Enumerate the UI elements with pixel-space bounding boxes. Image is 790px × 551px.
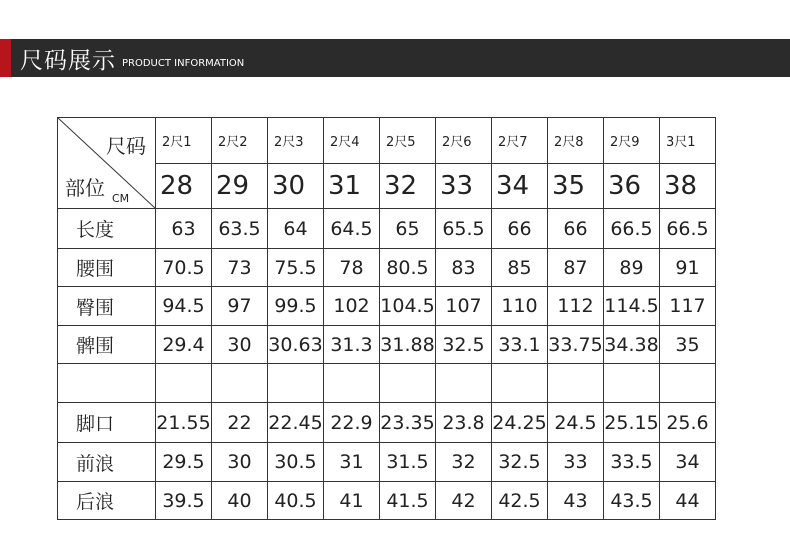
measurement-row (58, 287, 716, 326)
measurement-value: 64.5 (324, 209, 380, 249)
measurement-label: 腰围 (58, 249, 156, 287)
section-subtitle: PRODUCT INFORMATION (122, 58, 245, 69)
measurement-value: 40 (212, 482, 268, 520)
size-code-cell: 2尺6 (436, 118, 492, 164)
measurement-value (548, 364, 604, 403)
measurement-value: 42.5 (492, 482, 548, 520)
measurement-value: 73 (212, 249, 268, 287)
waist-size-cell: 28 (156, 163, 212, 209)
measurement-value: 25.6 (660, 403, 716, 443)
measurement-value: 65.5 (436, 209, 492, 249)
size-code-row (58, 118, 716, 164)
measurement-value: 31.88 (380, 326, 436, 364)
waist-size-cell: 32 (380, 163, 436, 209)
waist-size-cell: 34 (492, 163, 548, 209)
waist-size-cell: 35 (548, 163, 604, 209)
measurement-label (58, 364, 156, 403)
measurement-row (58, 364, 716, 403)
waist-size-cell: 29 (212, 163, 268, 209)
measurement-value: 99.5 (268, 287, 324, 326)
measurement-row (58, 209, 716, 249)
measurement-value: 40.5 (268, 482, 324, 520)
measurement-value: 83 (436, 249, 492, 287)
size-code-cell: 2尺1 (156, 118, 212, 164)
measurement-value: 104.5 (380, 287, 436, 326)
measurement-value: 70.5 (156, 249, 212, 287)
size-code-cell: 2尺5 (380, 118, 436, 164)
measurement-value: 66 (548, 209, 604, 249)
section-title: 尺码展示 (20, 47, 116, 74)
measurement-value: 24.25 (492, 403, 548, 443)
measurement-value (156, 364, 212, 403)
measurement-value: 63 (156, 209, 212, 249)
corner-header-cell (58, 118, 156, 209)
waist-size-cell: 36 (604, 163, 660, 209)
measurement-label: 脚口 (58, 403, 156, 443)
measurement-value: 66 (492, 209, 548, 249)
measurement-value (492, 364, 548, 403)
measurement-value: 102 (324, 287, 380, 326)
corner-size-label: 尺码 (106, 134, 146, 158)
measurement-value: 34 (660, 443, 716, 482)
measurement-value: 114.5 (604, 287, 660, 326)
measurement-value: 33 (548, 443, 604, 482)
measurement-value: 22 (212, 403, 268, 443)
measurement-value: 33.1 (492, 326, 548, 364)
measurement-value: 94.5 (156, 287, 212, 326)
waist-size-cell: 31 (324, 163, 380, 209)
measurement-value: 31 (324, 443, 380, 482)
measurement-value: 29.5 (156, 443, 212, 482)
measurement-value: 22.9 (324, 403, 380, 443)
size-code-cell: 3尺1 (660, 118, 716, 164)
measurement-value: 110 (492, 287, 548, 326)
waist-size-row (58, 163, 716, 209)
measurement-value: 32.5 (436, 326, 492, 364)
measurement-value: 41 (324, 482, 380, 520)
measurement-value: 66.5 (604, 209, 660, 249)
waist-size-cell: 33 (436, 163, 492, 209)
measurement-value: 89 (604, 249, 660, 287)
measurement-value: 25.15 (604, 403, 660, 443)
measurement-value: 30 (212, 326, 268, 364)
measurement-row (58, 249, 716, 287)
measurement-label: 髀围 (58, 326, 156, 364)
measurement-value: 80.5 (380, 249, 436, 287)
measurement-value: 64 (268, 209, 324, 249)
measurement-value (212, 364, 268, 403)
measurement-value: 23.35 (380, 403, 436, 443)
waist-size-cell: 30 (268, 163, 324, 209)
measurement-value: 91 (660, 249, 716, 287)
measurement-value (604, 364, 660, 403)
measurement-value: 65 (380, 209, 436, 249)
measurement-row (58, 403, 716, 443)
measurement-value: 30.5 (268, 443, 324, 482)
measurement-value: 32 (436, 443, 492, 482)
measurement-value: 97 (212, 287, 268, 326)
measurement-value: 31.3 (324, 326, 380, 364)
measurement-value: 41.5 (380, 482, 436, 520)
measurement-value (660, 364, 716, 403)
measurement-value (268, 364, 324, 403)
measurement-label: 前浪 (58, 443, 156, 482)
measurement-value: 32.5 (492, 443, 548, 482)
measurement-value: 107 (436, 287, 492, 326)
size-code-cell: 2尺4 (324, 118, 380, 164)
measurement-value: 31.5 (380, 443, 436, 482)
corner-unit-label: CM (112, 192, 130, 205)
measurement-value: 66.5 (660, 209, 716, 249)
measurement-value: 112 (548, 287, 604, 326)
size-code-cell: 2尺9 (604, 118, 660, 164)
measurement-value: 39.5 (156, 482, 212, 520)
size-code-cell: 2尺7 (492, 118, 548, 164)
size-code-cell: 2尺8 (548, 118, 604, 164)
measurement-value: 78 (324, 249, 380, 287)
measurement-value: 30.63 (268, 326, 324, 364)
size-table (57, 117, 716, 520)
measurement-value: 44 (660, 482, 716, 520)
measurement-value (324, 364, 380, 403)
measurement-value: 34.38 (604, 326, 660, 364)
measurement-value: 33.5 (604, 443, 660, 482)
corner-part-label: 部位 (65, 176, 105, 200)
measurement-value: 29.4 (156, 326, 212, 364)
measurement-value: 85 (492, 249, 548, 287)
measurement-value: 63.5 (212, 209, 268, 249)
measurement-value: 24.5 (548, 403, 604, 443)
measurement-value: 23.8 (436, 403, 492, 443)
measurement-label: 长度 (58, 209, 156, 249)
measurement-value: 87 (548, 249, 604, 287)
measurement-value: 21.55 (156, 403, 212, 443)
section-header (0, 39, 790, 77)
header-accent-bar (0, 39, 11, 77)
measurement-value: 43.5 (604, 482, 660, 520)
measurement-value: 117 (660, 287, 716, 326)
measurement-value: 42 (436, 482, 492, 520)
measurement-row (58, 482, 716, 520)
measurement-value: 75.5 (268, 249, 324, 287)
measurement-value: 30 (212, 443, 268, 482)
measurement-row (58, 443, 716, 482)
measurement-label: 臀围 (58, 287, 156, 326)
measurement-value: 43 (548, 482, 604, 520)
measurement-row (58, 326, 716, 364)
measurement-label: 后浪 (58, 482, 156, 520)
measurement-value: 35 (660, 326, 716, 364)
measurement-value (380, 364, 436, 403)
measurement-value: 33.75 (548, 326, 604, 364)
size-code-cell: 2尺2 (212, 118, 268, 164)
waist-size-cell: 38 (660, 163, 716, 209)
size-code-cell: 2尺3 (268, 118, 324, 164)
measurement-value: 22.45 (268, 403, 324, 443)
measurement-value (436, 364, 492, 403)
